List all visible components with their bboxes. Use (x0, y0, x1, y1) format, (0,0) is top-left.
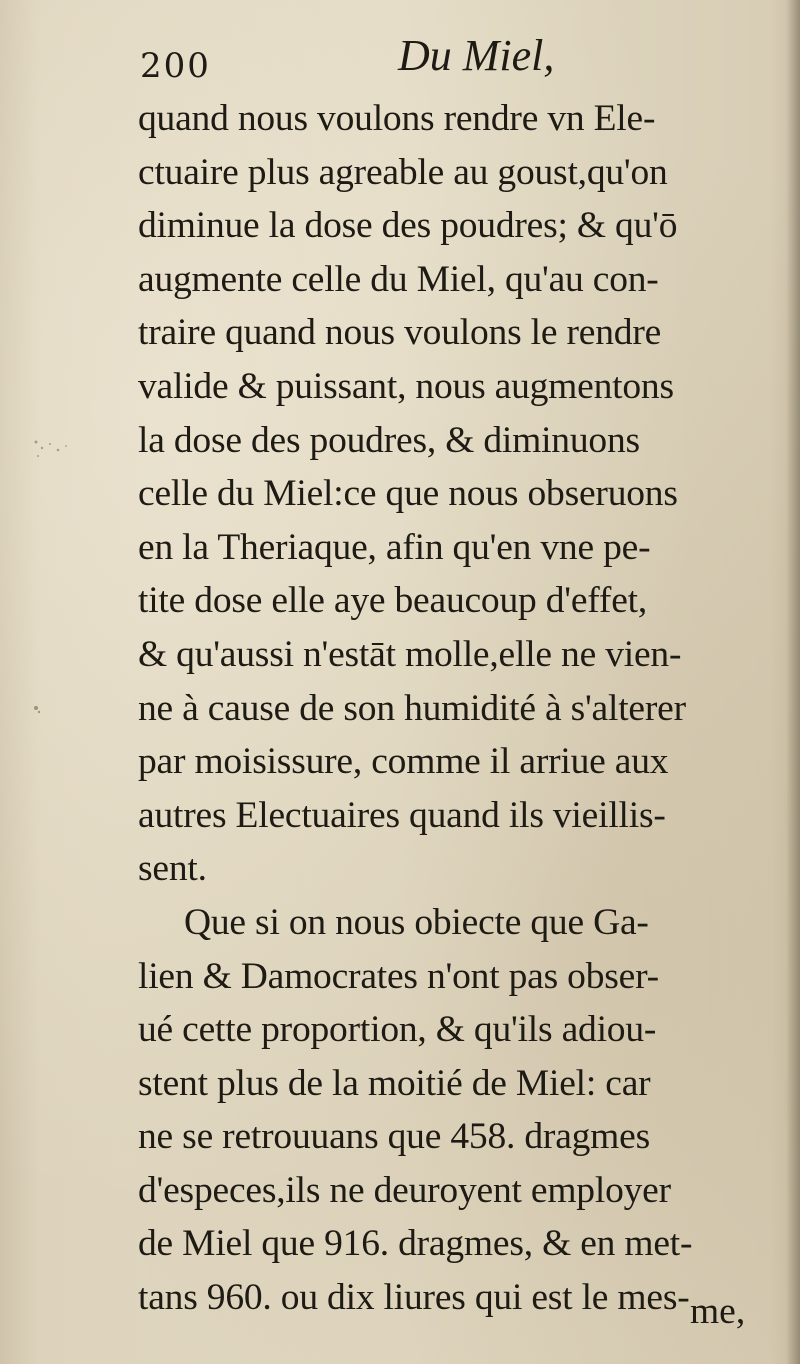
text-line: lien & Damocrates n'ont pas obser- (138, 955, 659, 997)
text-line: ne à cause de son humidité à s'alterer (138, 687, 686, 729)
paragraph-start-line: Que si on nous obiecte que Ga- (184, 901, 649, 943)
body-text (138, 92, 778, 1325)
page-number: 200 (140, 46, 211, 86)
text-line: sent. (138, 848, 207, 890)
text-line: tite dose elle aye beaucoup d'effet, (138, 580, 648, 622)
text-line: la dose des poudres, & diminuons (138, 419, 640, 461)
text-line: par moisissure, comme il arriue aux (138, 741, 669, 783)
text-line: tans 960. ou dix liures qui est le mes- (138, 1277, 690, 1319)
page-edge-shadow (786, 0, 800, 1364)
text-line: d'especes,ils ne deuroyent employer (138, 1169, 671, 1211)
text-line: ne se retrouuans que 458. dragmes (138, 1116, 650, 1158)
text-line: ué cette proportion, & qu'ils adiou- (138, 1009, 657, 1051)
text-line: & qu'aussi n'estāt molle,elle ne vien- (138, 633, 682, 675)
text-line: autres Electuaires quand ils vieillis- (138, 794, 666, 836)
text-line: ctuaire plus agreable au goust,qu'on (138, 151, 668, 193)
text-line: traire quand nous voulons le rendre (138, 312, 662, 354)
running-head (140, 30, 780, 100)
text-line: en la Theriaque, afin qu'en vne pe- (138, 526, 651, 568)
text-line: valide & puissant, nous augmentons (138, 365, 674, 407)
catchword: me, (690, 1291, 746, 1332)
running-title: Du Miel, (398, 31, 555, 80)
text-line: celle du Miel:ce que nous obseruons (138, 473, 678, 515)
text-line: diminue la dose des poudres; & qu'ō (138, 205, 678, 247)
ink-speck-mark (28, 700, 48, 720)
text-line: augmente celle du Miel, qu'au con- (138, 258, 659, 300)
ink-speck-mark (28, 430, 78, 470)
text-line: stent plus de la moitié de Miel: car (138, 1062, 651, 1104)
text-line: quand nous voulons rendre vn Ele- (138, 98, 656, 139)
text-line: de Miel que 916. dragmes, & en met- (138, 1223, 693, 1265)
